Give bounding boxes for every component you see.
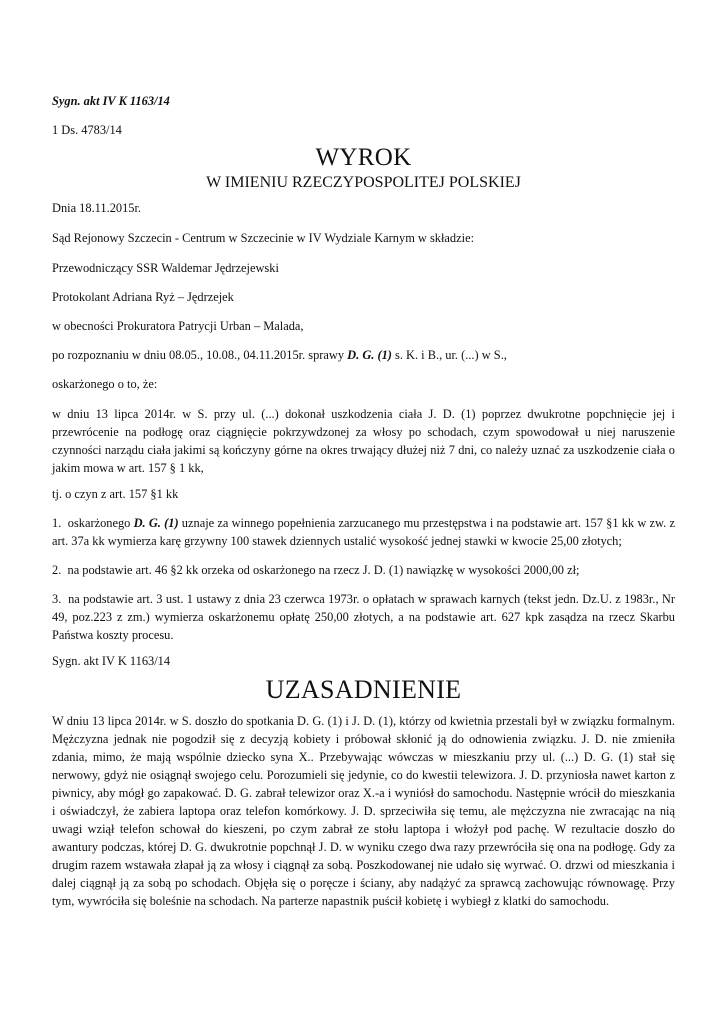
charge-text: w dniu 13 lipca 2014r. w S. przy ul. (...) dokonał uszkodzenia ciała J. D. (1) poprzez dwukrotne popchnięcie jej i przewrócenie na podłogę oraz ciągnięcie pokrzywdzonej za włosy po schodach, czym spowodował u niej naruszenie czynności narządu ciała jakimi są kończyny górne na okres trwający dłużej niż 7 dni, co należy uznać za uszkodzenie ciała o jakim mowa w art. 157 § 1 kk, (52, 407, 675, 475)
charge-article: tj. o czyn z art. 157 §1 kk (52, 487, 179, 501)
verdict-item-name: D. G. (1) (133, 516, 179, 530)
date-line: Dnia 18.11.2015r. (52, 201, 142, 215)
verdict-item (52, 514, 675, 550)
verdict-item-prefix: oskarżonego (67, 516, 134, 530)
presiding-judge: Przewodniczący SSR Waldemar Jędrzejewski (52, 261, 279, 275)
accused-name: D. G. (1) (347, 348, 392, 362)
hearing-suffix: s. K. i B., ur. (...) w S., (391, 348, 507, 362)
verdict-title: WYROK (315, 144, 412, 171)
hearing-line (52, 346, 675, 364)
verdict-item-text: na podstawie art. 3 ust. 1 ustawy z dnia 23 czerwca 1973r. o opłatach w sprawach karnych (tekst jedn. Dz.U. z 1983r., Nr 49, poz.223 z zm.) wymierza oskarżonemu opłatę 250,00 złotych, a na podstawie art. 627 kpk zasądza na rzecz Skarbu Państwa koszty procesu. (52, 592, 675, 642)
prosecutor-line: w obecności Prokuratora Patrycji Urban – Malada, (52, 319, 304, 333)
hearing-prefix: po rozpoznaniu w dniu 08.05., 10.08., 04.11.2015r. sprawy (52, 348, 348, 362)
justification-title: UZASADNIENIE (265, 675, 462, 704)
verdict-item (52, 561, 675, 579)
verdict-subtitle: W IMIENIU RZECZYPOSPOLITEJ POLSKIEJ (206, 174, 521, 191)
case-reference-bottom: Sygn. akt IV K 1163/14 (52, 654, 171, 668)
court-line: Sąd Rejonowy Szczecin - Centrum w Szczecinie w IV Wydziale Karnym w składzie: (52, 231, 475, 245)
verdict-item-text: uznaje za winnego popełnienia zarzucanego mu przestępstwa i na podstawie art. 157 §1 kk w zw. z art. 37a kk wymierza karę grzywny 100 stawek dziennych ustalić wysokość jednej stawki w kwocie 25,00 złotych; (52, 516, 675, 548)
verdict-item-text: na podstawie art. 46 §2 kk orzeka od oskarżonego na rzecz J. D. (1) nawiązkę w wysokości 2000,00 zł; (67, 563, 580, 577)
verdict-item (52, 590, 675, 644)
accused-intro: oskarżonego o to, że: (52, 377, 158, 391)
verdict-item-number: 1. (52, 516, 62, 530)
verdict-item-number: 2. (52, 563, 62, 577)
ds-number: 1 Ds. 4783/14 (52, 123, 122, 137)
verdict-item-number: 3. (52, 592, 62, 606)
justification-text: W dniu 13 lipca 2014r. w S. doszło do spotkania D. G. (1) i J. D. (1), którzy od kwietnia przestali był w związku formalnym. Mężczyzna jednak nie pogodził się z decyzją kobiety i próbował skłonić ją do odnowienia związku. J. D. nie zmieniła zdania, mimo, że mają wspólnie dziecko syna X.. Przebywając wówczas w mieszkaniu przy ul. (...) D. G. (1) stał się nerwowy, gdyż nie osiągnął swojego celu. Porozumieli się jedynie, co do kwestii telewizora. J. D. przyniosła nawet karton z piwnicy, aby mógł go zapakować. D. G. zabrał telewizor oraz X.-a i wyniósł do samochodu. Następnie wrócił do mieszkania i oświadczył, że zabiera laptopa oraz telefon komórkowy. J. D. sprzeciwiła się temu, ale mężczyzna nie zwracając na nią uwagi wziął telefon schował do kieszeni, po czym zabrał ze stołu laptopa i włożył pod pachę. W rezultacie doszło do awantury podczas, której D. G. dwukrotnie popchnął J. D. w wyniku czego dwa razy przewróciła się ona na podłogę. Gdy za drugim razem wstawała złapał ją za włosy i ciągnął za sobą. Poszkodowanej nie udało się wyrwać. O. drzwi od mieszkania i dalej ciągnął ją za sobą po schodach. Objęła się o poręcze i ściany, aby nadążyć za sprawcą zachowując równowagę. Przy tym, wywróciła się boleśnie na schodach. Na parterze napastnik puścił kobietę i wybiegł z klatki do samochodu. (52, 714, 675, 908)
court-clerk: Protokolant Adriana Ryż – Jędrzejek (52, 290, 234, 304)
case-reference-top: Sygn. akt IV K 1163/14 (52, 94, 170, 108)
